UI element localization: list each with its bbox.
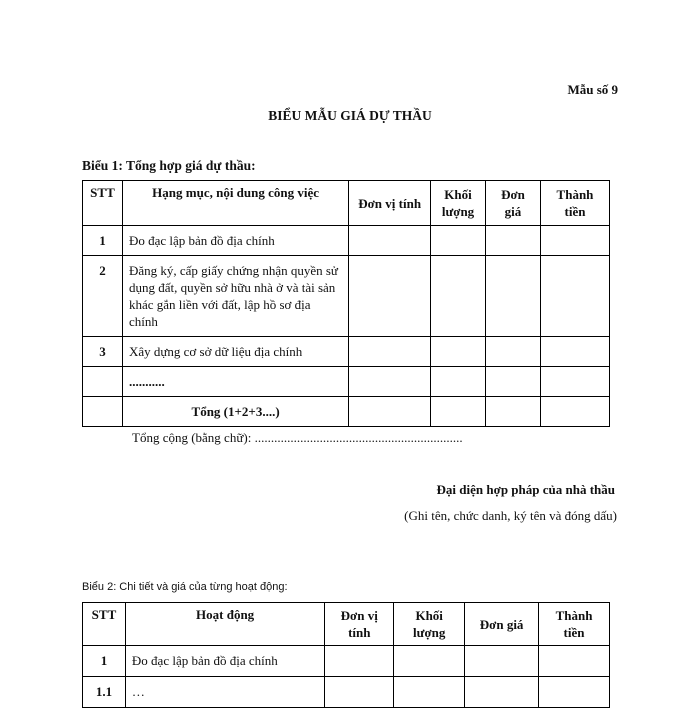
row-quantity xyxy=(394,646,465,677)
row-unit xyxy=(325,646,394,677)
table-row xyxy=(83,367,610,397)
bid-summary-table xyxy=(82,180,610,427)
sum-in-words: Tổng cộng (bằng chữ): ................................................................ xyxy=(132,430,463,445)
representative-title: Đại diện hợp pháp của nhà thầu xyxy=(436,482,615,497)
table-row xyxy=(83,337,610,367)
table-row xyxy=(83,256,610,337)
row-item: ........... xyxy=(122,367,348,397)
row-quantity xyxy=(394,677,465,708)
row-item: Đăng ký, cấp giấy chứng nhận quyền sử dụng đất, quyền sở hữu nhà ở và tài sản khác gắn liền với đất, lập hồ sơ địa chính xyxy=(122,256,348,337)
header-amount: Thành tiền xyxy=(539,603,610,646)
header-unit: Đơn vị tính xyxy=(349,181,431,226)
table-header-row xyxy=(83,181,610,226)
row-activity: Đo đạc lập bản đồ địa chính xyxy=(125,646,324,677)
activity-detail-table xyxy=(82,602,610,708)
table1-caption: Biểu 1: Tổng hợp giá dự thầu: xyxy=(82,158,256,173)
row-activity: … xyxy=(125,677,324,708)
header-quantity: Khối lượng xyxy=(394,603,465,646)
row-unit-price xyxy=(486,256,541,337)
header-stt: STT xyxy=(83,181,123,226)
row-stt xyxy=(83,367,123,397)
table-header-row xyxy=(83,603,610,646)
row-unit-price xyxy=(486,226,541,256)
header-unit: Đơn vị tính xyxy=(325,603,394,646)
row-stt: 1 xyxy=(83,226,123,256)
form-number: Mẫu số 9 xyxy=(567,82,618,97)
row-unit xyxy=(349,367,431,397)
total-stt xyxy=(83,397,123,427)
header-activity: Hoạt động xyxy=(125,603,324,646)
document-title: BIỂU MẪU GIÁ DỰ THẦU xyxy=(268,108,432,123)
total-unit xyxy=(349,397,431,427)
row-quantity xyxy=(431,337,486,367)
row-stt: 3 xyxy=(83,337,123,367)
row-quantity xyxy=(431,367,486,397)
header-amount: Thành tiền xyxy=(540,181,609,226)
row-item: Xây dựng cơ sở dữ liệu địa chính xyxy=(122,337,348,367)
row-amount xyxy=(540,337,609,367)
header-item: Hạng mục, nội dung công việc xyxy=(122,181,348,226)
row-amount xyxy=(540,256,609,337)
row-amount xyxy=(539,646,610,677)
table-total-row xyxy=(83,397,610,427)
table2-caption: Biểu 2: Chi tiết và giá của từng hoạt động: xyxy=(82,581,288,593)
representative-note: (Ghi tên, chức danh, ký tên và đóng dấu) xyxy=(404,508,617,523)
row-quantity xyxy=(431,256,486,337)
header-stt: STT xyxy=(83,603,126,646)
row-stt: 2 xyxy=(83,256,123,337)
row-stt: 1 xyxy=(83,646,126,677)
row-unit xyxy=(349,256,431,337)
row-unit-price xyxy=(465,677,539,708)
table-row xyxy=(83,677,610,708)
table-row xyxy=(83,646,610,677)
row-unit xyxy=(349,226,431,256)
total-quantity xyxy=(431,397,486,427)
row-item: Đo đạc lập bản đồ địa chính xyxy=(122,226,348,256)
total-unit-price xyxy=(486,397,541,427)
row-unit-price xyxy=(486,367,541,397)
total-label: Tổng (1+2+3....) xyxy=(122,397,348,427)
total-amount xyxy=(540,397,609,427)
row-amount xyxy=(539,677,610,708)
row-quantity xyxy=(431,226,486,256)
row-unit-price xyxy=(465,646,539,677)
row-amount xyxy=(540,367,609,397)
row-stt: 1.1 xyxy=(83,677,126,708)
row-unit-price xyxy=(486,337,541,367)
table-row xyxy=(83,226,610,256)
header-quantity: Khối lượng xyxy=(431,181,486,226)
header-unit-price: Đơn giá xyxy=(465,603,539,646)
row-amount xyxy=(540,226,609,256)
row-unit xyxy=(349,337,431,367)
header-unit-price: Đơn giá xyxy=(486,181,541,226)
row-unit xyxy=(325,677,394,708)
